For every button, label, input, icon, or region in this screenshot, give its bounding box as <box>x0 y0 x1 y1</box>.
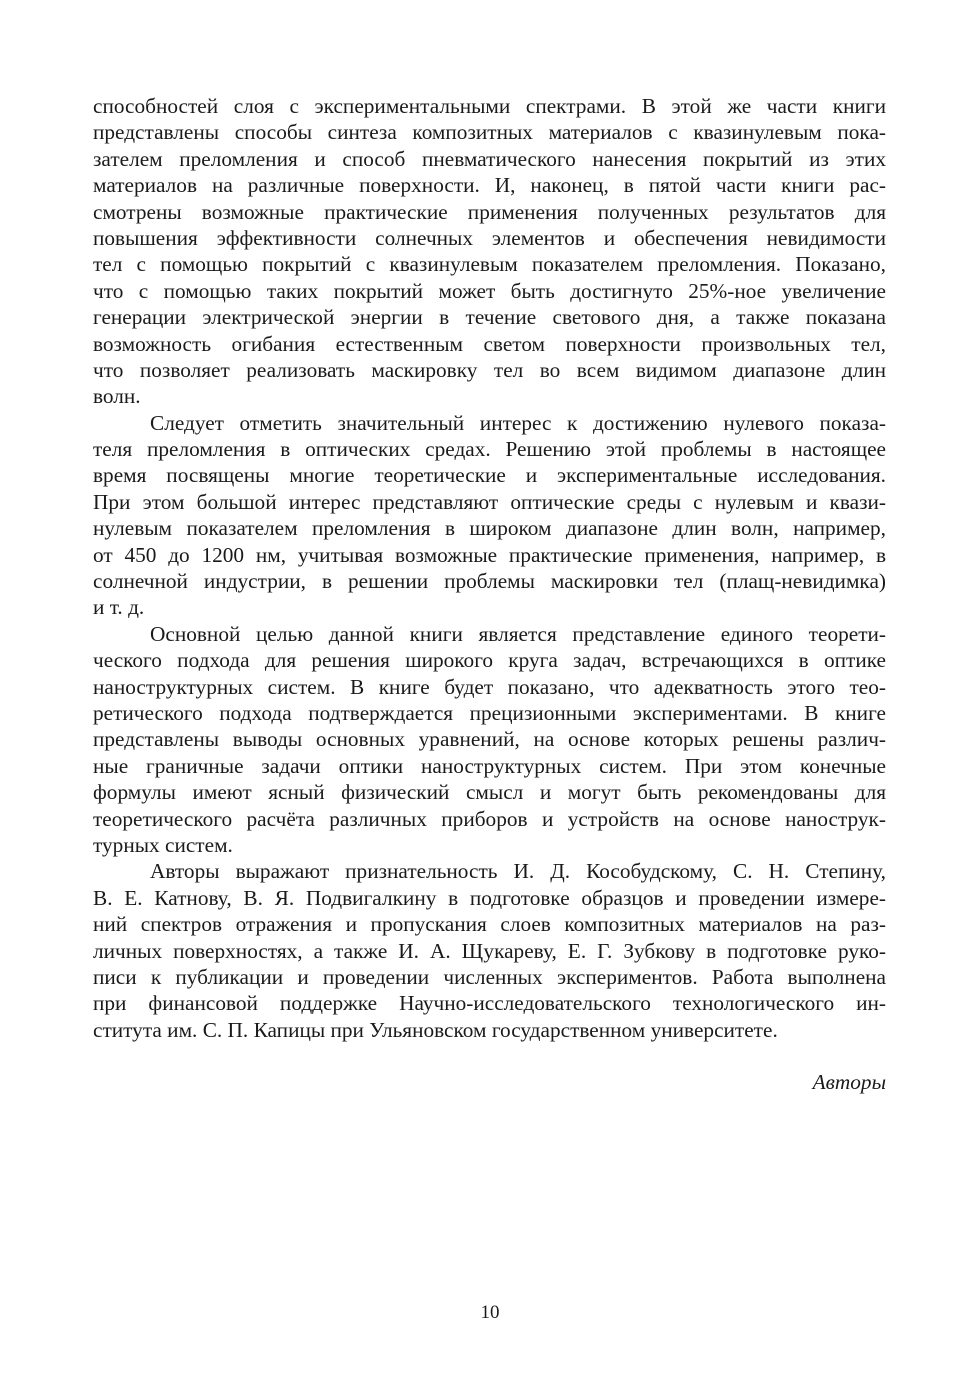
paragraph-acknowledgements <box>93 858 886 1043</box>
text-line: теля преломления в оптических средах. Решению этой проблемы в настоящее <box>93 437 886 462</box>
text-line: что с помощью таких покрытий может быть достигнуто 25%-ное увеличение <box>93 278 886 303</box>
text-line: смотрены возможные практические применения полученных результатов для <box>93 199 886 224</box>
text-line: ний спектров отражения и пропускания слоев композитных материалов на раз- <box>93 912 886 937</box>
text-line: тел с помощью покрытий с квазинулевым показателем преломления. Показано, <box>93 252 886 277</box>
text-line: представлены выводы основных уравнений, на основе которых решены различ- <box>93 727 886 752</box>
page-number: 10 <box>480 1302 500 1323</box>
text-line: теоретического расчёта различных приборов и устройств на основе нанострук- <box>93 806 886 831</box>
text-line: возможность огибания естественным светом поверхности произвольных тел, <box>93 331 886 356</box>
paragraph-1 <box>93 93 886 410</box>
text-line: ретического подхода подтверждается прецизионными экспериментами. В книге <box>93 700 886 725</box>
text-line: ститута им. С. П. Капицы при Ульяновском государственном университете. <box>93 1017 778 1042</box>
text-line: повышения эффективности солнечных элементов и обеспечения невидимости <box>93 225 886 250</box>
text-line: зателем преломления и способ пневматического нанесения покрытий из этих <box>93 146 886 171</box>
signature: Авторы <box>812 1070 886 1094</box>
page-body <box>93 93 886 1043</box>
text-line: При этом большой интерес представляют оптические среды с нулевым и квази- <box>93 489 886 514</box>
text-line: нулевым показателем преломления в широком диапазоне длин волн, например, <box>93 516 886 541</box>
text-line: волн. <box>93 384 141 409</box>
text-line: писи к публикации и проведении численных экспериментов. Работа выполнена <box>93 964 886 989</box>
text-line: Следует отметить значительный интерес к достижению нулевого показа- <box>150 410 886 435</box>
text-line: ческого подхода для решения широкого круга задач, встречающихся в оптике <box>93 648 886 673</box>
text-line: от 450 до 1200 нм, учитывая возможные практические применения, например, в <box>93 542 886 567</box>
text-line: Основной целью данной книги является представление единого теорети- <box>150 621 886 646</box>
paragraph-2 <box>93 410 886 621</box>
text-line: материалов на различные поверхности. И, наконец, в пятой части книги рас- <box>93 173 886 198</box>
text-line: личных поверхностях, а также И. А. Щукареву, Е. Г. Зубкову в подготовке руко- <box>93 938 886 963</box>
text-line: ные граничные задачи оптики наноструктурных систем. При этом конечные <box>93 753 886 778</box>
paragraph-3 <box>93 621 886 859</box>
text-line: турных систем. <box>93 832 233 857</box>
text-line: при финансовой поддержке Научно-исследовательского технологического ин- <box>93 991 886 1016</box>
text-line: способностей слоя с экспериментальными спектрами. В этой же части книги <box>93 94 886 118</box>
text-line: представлены способы синтеза композитных материалов с квазинулевым пока- <box>93 120 886 145</box>
text-line: генерации электрической энергии в течение светового дня, а также показана <box>93 305 886 330</box>
text-line: наноструктурных систем. В книге будет показано, что адекватность этого тео- <box>93 674 886 699</box>
text-line: и т. д. <box>93 595 145 620</box>
text-line: формулы имеют ясный физический смысл и могут быть рекомендованы для <box>93 780 886 805</box>
text-line: что позволяет реализовать маскировку тел во всем видимом диапазоне длин <box>93 357 886 382</box>
text-line: время посвящены многие теоретические и экспериментальные исследования. <box>93 463 886 488</box>
text-line: В. Е. Катнову, В. Я. Подвигалкину в подготовке образцов и проведении измере- <box>93 885 886 910</box>
text-line: солнечной индустрии, в решении проблемы маскировки тел (плащ-невидимка) <box>93 569 886 594</box>
text-line: Авторы выражают признательность И. Д. Кособудскому, С. Н. Степину, <box>150 859 886 884</box>
